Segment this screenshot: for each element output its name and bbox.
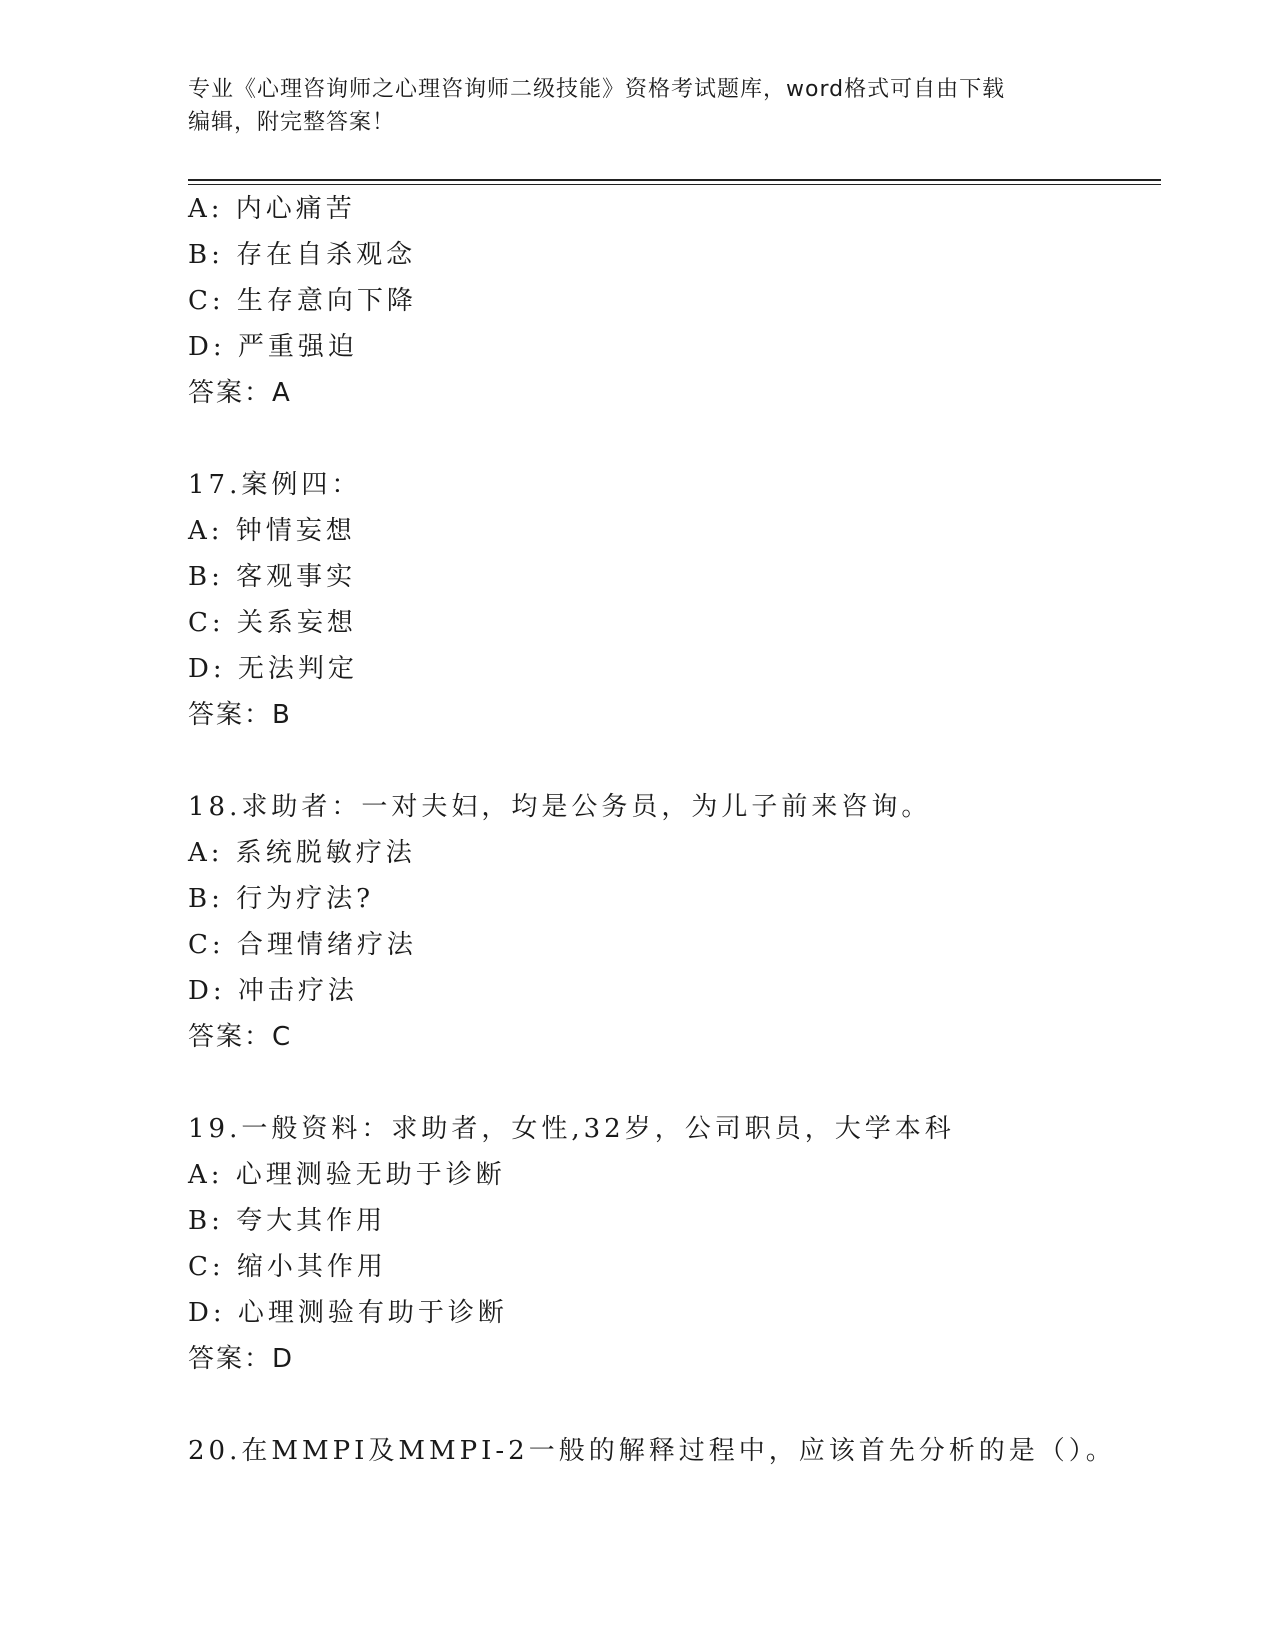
answer: 答案：A	[188, 378, 292, 408]
question-stem: 18.求助者：一对夫妇，均是公务员，为儿子前来咨询。	[188, 792, 932, 822]
answer: 答案：C	[188, 1022, 293, 1052]
header-divider-thin	[188, 184, 1161, 185]
header-line-2: 编辑，附完整答案！	[188, 110, 396, 135]
option-c: C: 生存意向下降	[188, 286, 417, 316]
question-stem: 20.在MMPI及MMPI-2一般的解释过程中，应该首先分析的是（）。	[188, 1436, 1116, 1466]
option-c: C: 缩小其作用	[188, 1252, 387, 1282]
option-a: A: 内心痛苦	[188, 194, 356, 224]
option-b: B: 行为疗法?	[188, 884, 375, 914]
option-a: A: 心理测验无助于诊断	[188, 1160, 506, 1190]
option-b: B: 客观事实	[188, 562, 357, 592]
document-header	[188, 73, 1088, 139]
option-d: D: 严重强迫	[188, 332, 358, 362]
question-stem: 19.一般资料：求助者，女性,32岁，公司职员，大学本科	[188, 1114, 955, 1144]
option-c: C: 合理情绪疗法	[188, 930, 417, 960]
header-divider	[188, 179, 1161, 181]
option-b: B: 存在自杀观念	[188, 240, 417, 270]
option-d: D: 无法判定	[188, 654, 358, 684]
option-a: A: 钟情妄想	[188, 516, 356, 546]
option-a: A: 系统脱敏疗法	[188, 838, 416, 868]
option-b: B: 夸大其作用	[188, 1206, 387, 1236]
answer: 答案：D	[188, 1344, 295, 1374]
header-line-1: 专业《心理咨询师之心理咨询师二级技能》资格考试题库，word格式可自由下载	[188, 77, 1006, 102]
option-d: D: 心理测验有助于诊断	[188, 1298, 508, 1328]
option-c: C: 关系妄想	[188, 608, 357, 638]
option-d: D: 冲击疗法	[188, 976, 358, 1006]
question-stem: 17.案例四：	[188, 470, 362, 500]
answer: 答案：B	[188, 700, 292, 730]
